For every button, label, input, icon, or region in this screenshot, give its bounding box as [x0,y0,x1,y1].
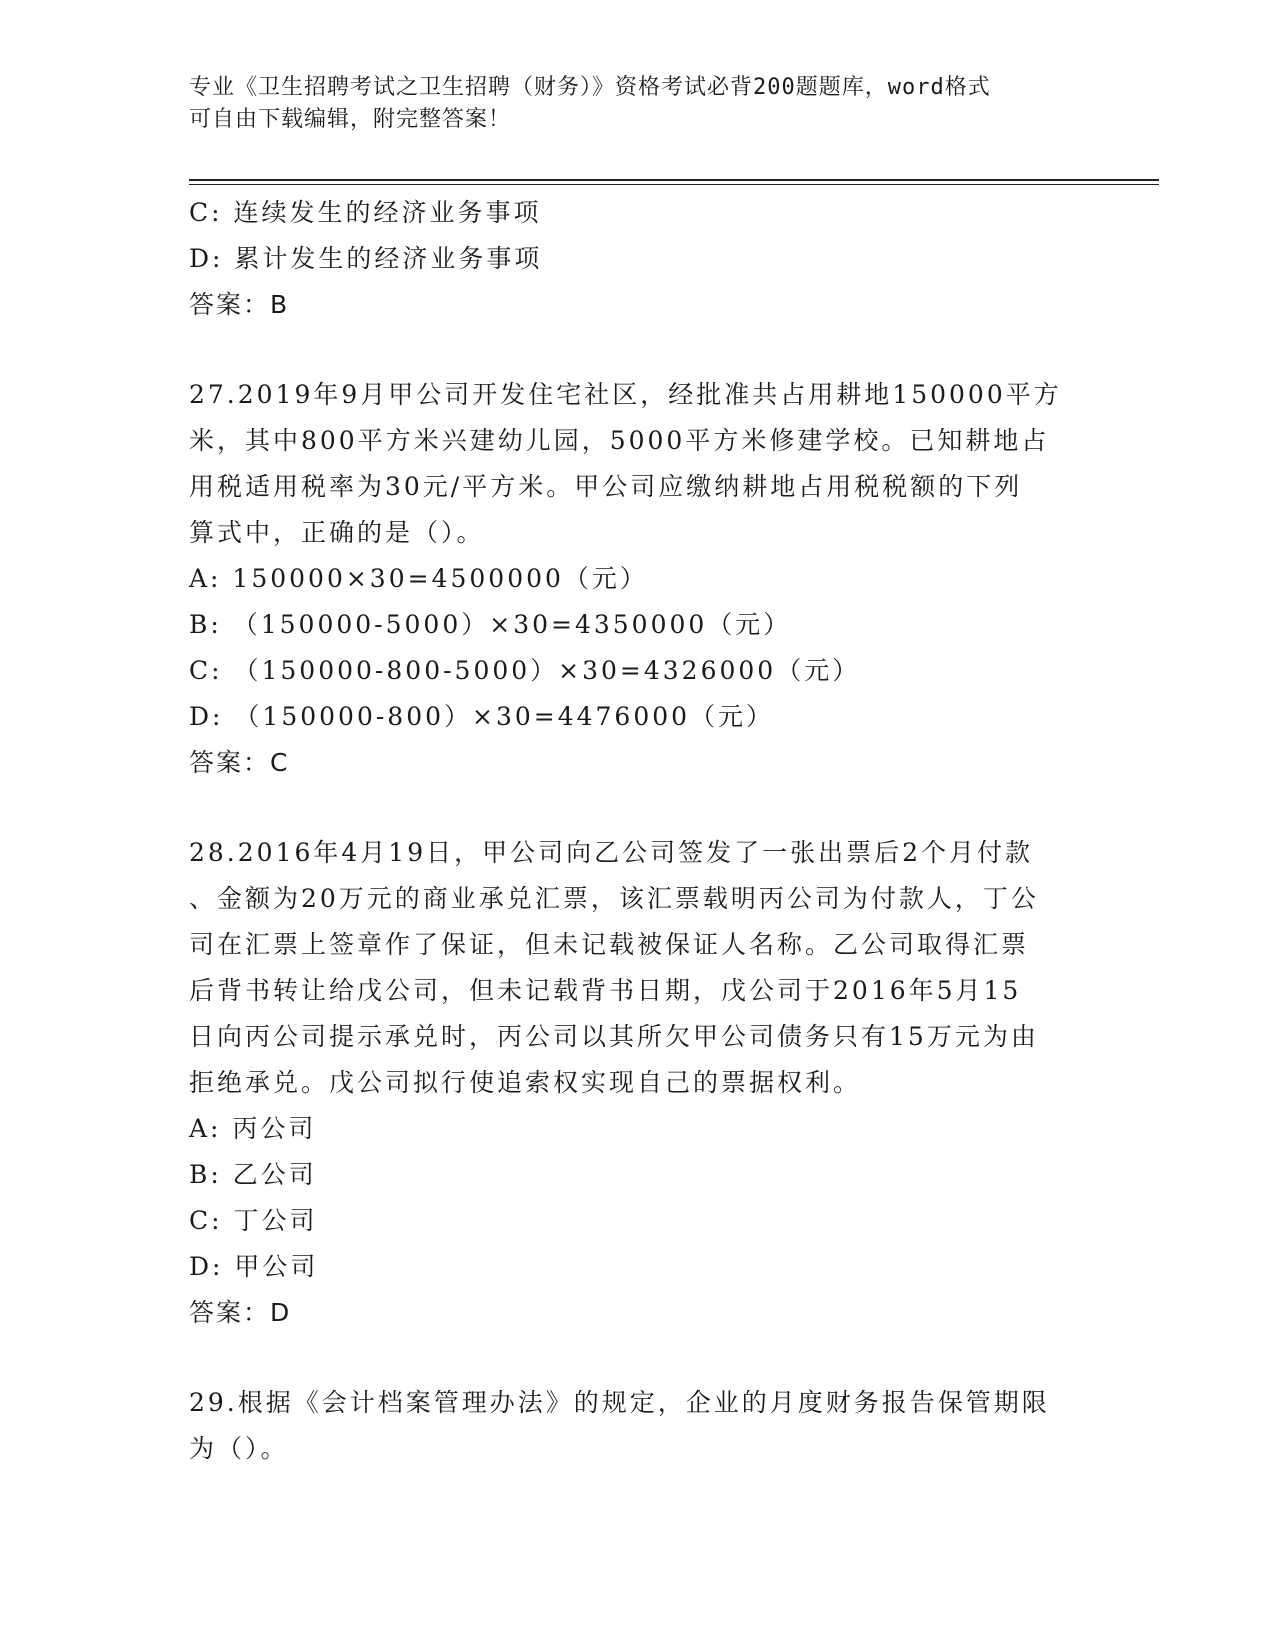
question-stem-line: 27.2019年9月甲公司开发住宅社区，经批准共占用耕地150000平方 [189,380,1062,409]
option-b: B: 乙公司 [189,1160,317,1189]
question-29 [189,1380,1089,1472]
header-divider-thin [189,184,1159,185]
question-stem-line: 算式中，正确的是（）。 [189,518,485,547]
option-d: D: 累计发生的经济业务事项 [189,244,543,273]
question-stem-line: 29.根据《会计档案管理办法》的规定，企业的月度财务报告保管期限 [189,1388,1050,1417]
question-stem-line: 拒绝承兑。戊公司拟行使追索权实现自己的票据权利。 [189,1068,862,1097]
option-d: D: 甲公司 [189,1252,319,1281]
answer-label: 答案：C [189,748,290,777]
question-28 [189,830,1089,1336]
option-d: D: （150000-800）×30=4476000（元） [189,702,775,731]
option-c: C: 连续发生的经济业务事项 [189,198,542,227]
question-stem-line: 为（）。 [189,1434,289,1463]
header-divider-thick [189,179,1159,181]
spacer [189,328,1089,372]
document-body [189,190,1089,1472]
option-c: C: 丁公司 [189,1206,318,1235]
header-line-2: 可自由下载编辑，附完整答案！ [189,107,512,132]
question-26-tail [189,190,1089,328]
question-stem-line: 28.2016年4月19日，甲公司向乙公司签发了一张出票后2个月付款 [189,838,1034,867]
spacer [189,1336,1089,1380]
option-a: A: 150000×30=4500000（元） [189,564,648,593]
header-line-1: 专业《卫生招聘考试之卫生招聘（财务）》资格考试必背200题题库，word格式 [189,75,991,100]
spacer [189,786,1089,830]
question-27 [189,372,1089,786]
option-c: C: （150000-800-5000）×30=4326000（元） [189,656,861,685]
answer-label: 答案：D [189,1298,292,1327]
option-b: B: （150000-5000）×30=4350000（元） [189,610,792,639]
option-a: A: 丙公司 [189,1114,317,1143]
question-stem-line: 用税适用税率为30元/平方米。甲公司应缴纳耕地占用税税额的下列 [189,472,1023,501]
document-header [189,72,1089,136]
question-stem-line: 米，其中800平方米兴建幼儿园，5000平方米修建学校。已知耕地占 [189,426,1050,455]
question-stem-line: 司在汇票上签章作了保证，但未记载被保证人名称。乙公司取得汇票 [189,930,1030,959]
answer-label: 答案：B [189,290,290,319]
question-stem-line: 后背书转让给戊公司，但未记载背书日期，戊公司于2016年5月15 [189,976,1022,1005]
question-stem-line: 日向丙公司提示承兑时，丙公司以其所欠甲公司债务只有15万元为由 [189,1022,1039,1051]
question-stem-line: 、金额为20万元的商业承兑汇票，该汇票载明丙公司为付款人，丁公 [189,884,1039,913]
